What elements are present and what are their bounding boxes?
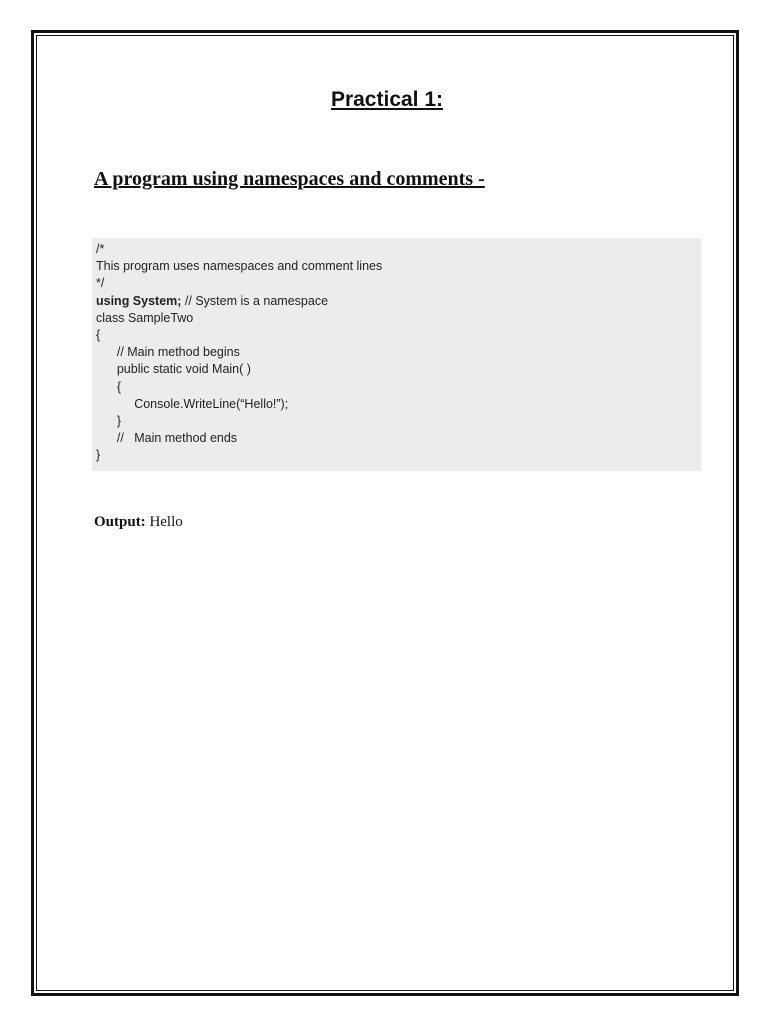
code-line (92, 447, 701, 464)
code-text: public static void Main( ) (116, 362, 251, 377)
code-line (92, 344, 701, 361)
code-text: // Main method begins (116, 345, 240, 360)
section-heading: A program using namespaces and comments - (94, 168, 485, 190)
code-line (92, 361, 701, 378)
code-indent (96, 362, 117, 376)
code-text: } (96, 448, 101, 463)
code-line (92, 430, 701, 447)
code-line (92, 275, 701, 292)
code-text: // System is a namespace (181, 293, 329, 308)
code-block (92, 238, 701, 471)
code-line (92, 379, 701, 396)
code-text: */ (96, 276, 105, 291)
code-line (92, 396, 701, 413)
code-line (92, 241, 701, 258)
code-line (92, 327, 701, 344)
code-line (92, 293, 701, 310)
output-value: Hello (145, 514, 183, 530)
code-line (92, 258, 701, 275)
code-text: Console.WriteLine(“Hello!”); (134, 396, 289, 411)
code-indent (96, 431, 117, 445)
code-indent (96, 414, 117, 428)
code-text: { (96, 327, 101, 342)
output-label: Output: (94, 514, 146, 530)
page-title: Practical 1: (330, 88, 444, 111)
code-text: } (116, 413, 122, 428)
code-text: /* (96, 242, 105, 256)
code-text: // Main method ends (116, 431, 238, 446)
code-text: { (116, 379, 122, 394)
code-line (92, 310, 701, 327)
code-indent (96, 397, 134, 411)
code-bold-text: using System; (96, 293, 182, 308)
code-text: class SampleTwo (96, 310, 194, 325)
output-line (94, 514, 183, 531)
code-text: This program uses namespaces and comment lines (96, 259, 383, 274)
code-indent (96, 345, 117, 359)
code-line (92, 413, 701, 430)
code-indent (96, 380, 117, 394)
